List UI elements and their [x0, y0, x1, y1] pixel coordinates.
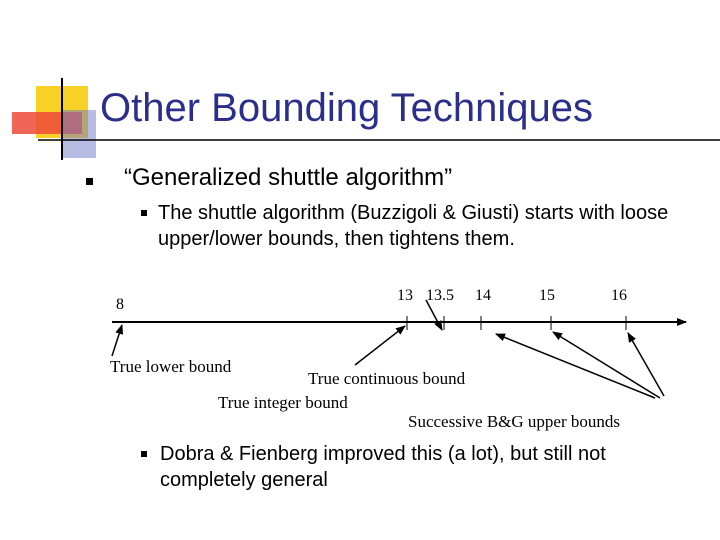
tick-label-14: 14: [475, 287, 491, 304]
label-true-continuous-bound: True continuous bound: [308, 369, 466, 388]
bullet-dobra-fienberg: Dobra & Fienberg improved this (a lot), but still not completely general: [160, 443, 606, 491]
tick-label-13-5: 13.5: [426, 287, 454, 304]
label-true-integer-bound: True integer bound: [218, 393, 348, 412]
slide-title: Other Bounding Techniques: [100, 86, 593, 130]
tick-label-15: 15: [539, 287, 555, 304]
tick-label-8: 8: [116, 296, 124, 313]
arrow-successive-14: [496, 334, 655, 398]
bullet-generalized-shuttle: “Generalized shuttle algorithm”: [124, 164, 453, 191]
arrow-successive-16: [628, 333, 664, 396]
tick-label-13: 13: [397, 287, 413, 304]
arrow-successive-15: [553, 332, 660, 398]
arrow-true-lower: [112, 325, 122, 356]
tick-label-16: 16: [611, 287, 627, 304]
bullet-square-icon: [141, 451, 147, 457]
bullet-shuttle-description: The shuttle algorithm (Buzzigoli & Giusti) starts with loose upper/lower bounds, then tightens them.: [158, 202, 669, 250]
arrow-true-continuous: [355, 326, 405, 365]
label-true-lower-bound: True lower bound: [110, 357, 232, 376]
label-successive-bg-upper-bounds: Successive B&G upper bounds: [408, 412, 621, 431]
